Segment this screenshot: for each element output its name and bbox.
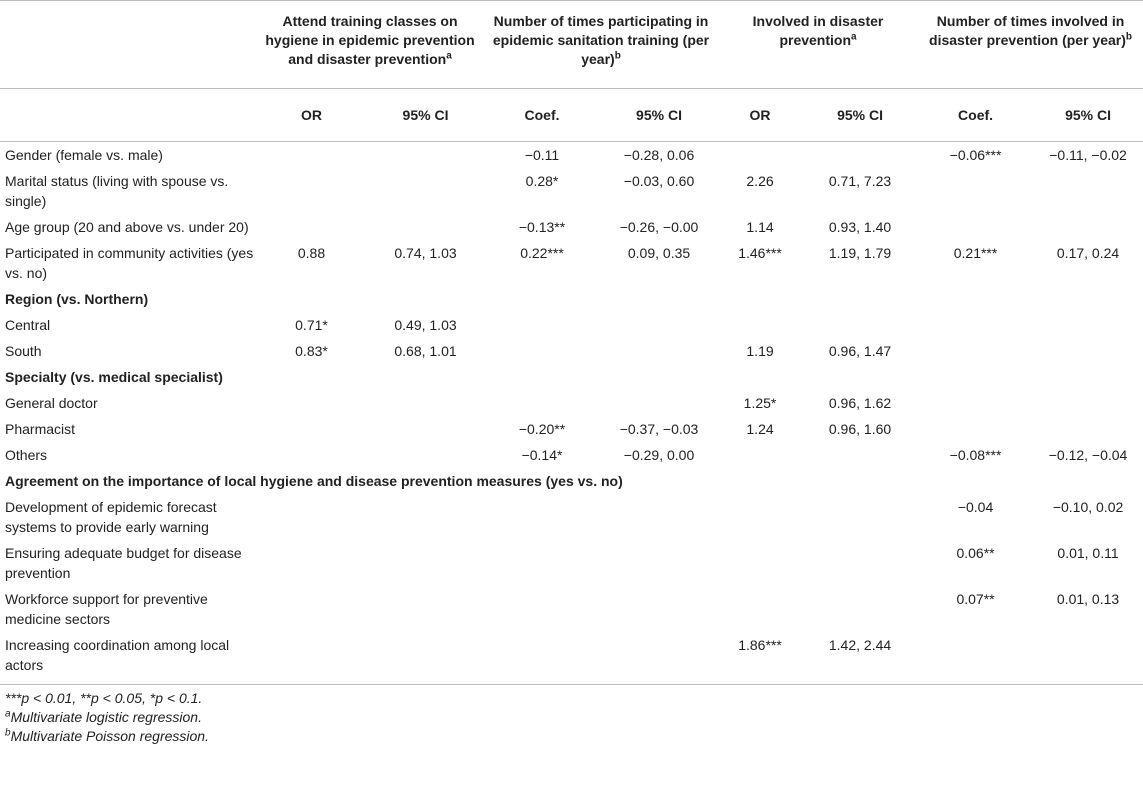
cell-coef bbox=[918, 416, 1033, 442]
cell-ci bbox=[367, 390, 484, 416]
subheader-or: OR bbox=[718, 89, 802, 142]
table-row bbox=[0, 338, 1143, 364]
cell-ci bbox=[367, 540, 484, 586]
cell-coef: −0.14* bbox=[521, 447, 563, 463]
cell-coef bbox=[918, 214, 1033, 240]
cell-ci: 0.68, 1.01 bbox=[394, 343, 457, 359]
subheader-blank bbox=[0, 89, 256, 142]
table-row bbox=[0, 494, 1143, 540]
table-footnotes bbox=[0, 685, 1143, 746]
cell-or bbox=[718, 442, 802, 468]
cell-ci: 1.19, 1.79 bbox=[828, 245, 892, 261]
cell-ci: 0.01, 0.11 bbox=[1057, 545, 1119, 561]
cell-or bbox=[256, 416, 367, 442]
cell-or bbox=[256, 494, 367, 540]
cell-coef bbox=[484, 312, 600, 338]
cell-coef bbox=[484, 390, 600, 416]
cell-ci bbox=[600, 338, 718, 364]
row-label: Others bbox=[5, 447, 48, 463]
cell-ci bbox=[1033, 168, 1143, 214]
cell-coef: 0.06** bbox=[956, 545, 995, 561]
cell-ci: −0.03, 0.60 bbox=[623, 173, 695, 189]
section-header-row bbox=[0, 468, 1143, 494]
cell-or bbox=[718, 312, 802, 338]
section-header-row bbox=[0, 364, 1143, 390]
subheader-coef: Coef. bbox=[484, 89, 600, 142]
table-row bbox=[0, 586, 1143, 632]
cell-or bbox=[718, 540, 802, 586]
cell-ci bbox=[367, 442, 484, 468]
table-row bbox=[0, 240, 1143, 286]
row-label: Increasing coordination among local actors bbox=[0, 632, 256, 685]
table-body bbox=[0, 142, 1143, 685]
cell-coef: 0.22*** bbox=[520, 245, 564, 261]
subheader-or: OR bbox=[256, 89, 367, 142]
row-label: Gender (female vs. male) bbox=[5, 147, 163, 163]
cell-or: 1.19 bbox=[746, 343, 774, 359]
cell-ci bbox=[367, 494, 484, 540]
section-label: Agreement on the importance of local hygiene and disease prevention measures (yes vs. no) bbox=[5, 473, 623, 489]
cell-or bbox=[718, 494, 802, 540]
cell-ci bbox=[600, 494, 718, 540]
cell-ci: −0.12, −0.04 bbox=[1048, 447, 1128, 463]
cell-coef: −0.13** bbox=[518, 219, 566, 235]
cell-or bbox=[256, 442, 367, 468]
table-row bbox=[0, 312, 1143, 338]
cell-or: 0.83* bbox=[295, 343, 328, 359]
cell-coef: 0.28* bbox=[525, 173, 559, 189]
row-label: Marital status (living with spouse vs. single) bbox=[5, 173, 229, 209]
cell-ci: −0.26, −0.00 bbox=[619, 219, 699, 235]
cell-ci bbox=[367, 586, 484, 632]
footnote-significance: ***p < 0.01, **p < 0.05, *p < 0.1. bbox=[5, 690, 203, 706]
cell-ci: −0.11, −0.02 bbox=[1049, 147, 1127, 163]
cell-ci bbox=[802, 312, 918, 338]
cell-coef bbox=[918, 390, 1033, 416]
group-header-disaster-count: Number of times involved in disaster prevention (per year)$^b$ bbox=[918, 1, 1143, 89]
subheader-ci: 95% CI bbox=[600, 89, 718, 142]
table-row bbox=[0, 416, 1143, 442]
cell-ci: −0.10, 0.02 bbox=[1052, 499, 1124, 515]
cell-or: 2.26 bbox=[746, 173, 774, 189]
cell-coef bbox=[484, 494, 600, 540]
section-label: Region (vs. Northern) bbox=[5, 291, 149, 307]
row-label: Age group (20 and above vs. under 20) bbox=[5, 219, 249, 235]
section-header-row bbox=[0, 286, 1143, 312]
cell-or: 1.24 bbox=[746, 421, 774, 437]
cell-ci: 0.17, 0.24 bbox=[1056, 245, 1120, 261]
cell-or bbox=[256, 214, 367, 240]
row-label: Participated in community activities (yes vs. no) bbox=[5, 245, 254, 281]
table-row bbox=[0, 442, 1143, 468]
cell-ci bbox=[1033, 632, 1143, 685]
table-row bbox=[0, 390, 1143, 416]
cell-coef: −0.08*** bbox=[949, 447, 1002, 463]
cell-ci bbox=[1033, 214, 1143, 240]
cell-ci bbox=[600, 390, 718, 416]
cell-ci: 0.93, 1.40 bbox=[828, 219, 892, 235]
cell-coef bbox=[484, 632, 600, 685]
cell-ci bbox=[600, 540, 718, 586]
cell-or: 1.25* bbox=[743, 395, 777, 411]
cell-ci: 1.42, 2.44 bbox=[802, 632, 918, 685]
row-label: General doctor bbox=[5, 395, 98, 411]
cell-ci: −0.28, 0.06 bbox=[623, 147, 695, 163]
cell-ci bbox=[1033, 416, 1143, 442]
cell-ci bbox=[367, 168, 484, 214]
subheader-row bbox=[0, 89, 1143, 142]
cell-ci bbox=[802, 494, 918, 540]
cell-coef: 0.07** bbox=[956, 591, 995, 607]
cell-or: 0.88 bbox=[297, 245, 326, 261]
cell-ci: 0.01, 0.13 bbox=[1056, 591, 1120, 607]
cell-ci bbox=[367, 142, 484, 169]
cell-ci bbox=[802, 540, 918, 586]
cell-or: 0.71* bbox=[295, 317, 328, 333]
group-header-training-count: Number of times participating in epidemic sanitation training (per year)$^b$ bbox=[484, 1, 718, 89]
cell-coef bbox=[484, 540, 600, 586]
cell-ci bbox=[600, 312, 718, 338]
cell-or bbox=[256, 168, 367, 214]
cell-or bbox=[718, 586, 802, 632]
cell-or: 1.46*** bbox=[738, 245, 782, 261]
cell-or: 1.14 bbox=[746, 219, 774, 235]
cell-or bbox=[256, 632, 367, 685]
cell-ci: 0.49, 1.03 bbox=[394, 317, 457, 333]
cell-ci bbox=[367, 632, 484, 685]
group-header-disaster-involvement: Involved in disaster prevention$^a$ bbox=[718, 1, 918, 89]
subheader-ci: 95% CI bbox=[367, 89, 484, 142]
row-label: Pharmacist bbox=[5, 421, 76, 437]
cell-ci: 0.96, 1.60 bbox=[828, 421, 892, 437]
cell-coef bbox=[484, 338, 600, 364]
cell-ci bbox=[802, 442, 918, 468]
cell-ci: −0.29, 0.00 bbox=[623, 447, 695, 463]
cell-coef bbox=[918, 632, 1033, 685]
cell-ci: 0.74, 1.03 bbox=[394, 245, 457, 261]
table-row bbox=[0, 632, 1143, 685]
table-row bbox=[0, 142, 1143, 169]
cell-ci bbox=[1033, 338, 1143, 364]
cell-ci bbox=[367, 214, 484, 240]
subheader-coef: Coef. bbox=[918, 89, 1033, 142]
cell-coef bbox=[918, 312, 1033, 338]
cell-coef: 0.21*** bbox=[953, 245, 998, 261]
section-label: Specialty (vs. medical specialist) bbox=[5, 369, 223, 385]
cell-or bbox=[256, 540, 367, 586]
cell-or bbox=[256, 142, 367, 169]
subheader-ci: 95% CI bbox=[802, 89, 918, 142]
cell-ci: 0.09, 0.35 bbox=[627, 245, 691, 261]
cell-ci: 0.96, 1.47 bbox=[828, 343, 892, 359]
cell-coef: −0.11 bbox=[524, 147, 560, 163]
cell-ci bbox=[1033, 390, 1143, 416]
cell-coef: −0.04 bbox=[957, 499, 994, 515]
footnote-a: $^a$Multivariate logistic regression. bbox=[5, 708, 202, 725]
cell-ci bbox=[802, 586, 918, 632]
cell-ci bbox=[1033, 312, 1143, 338]
header-blank bbox=[0, 1, 256, 89]
row-label: Development of epidemic forecast systems to provide early warning bbox=[5, 499, 217, 535]
table-row bbox=[0, 214, 1143, 240]
row-label: Central bbox=[5, 317, 51, 333]
cell-ci: −0.37, −0.03 bbox=[619, 421, 699, 437]
row-label: South bbox=[5, 343, 42, 359]
cell-ci: 0.96, 1.62 bbox=[828, 395, 892, 411]
cell-ci bbox=[802, 142, 918, 169]
cell-coef bbox=[484, 586, 600, 632]
cell-or bbox=[718, 142, 802, 169]
footnote-b: $^b$Multivariate Poisson regression. bbox=[5, 727, 209, 744]
table-row bbox=[0, 540, 1143, 586]
cell-or bbox=[256, 586, 367, 632]
cell-ci bbox=[600, 586, 718, 632]
subheader-ci: 95% CI bbox=[1033, 89, 1143, 142]
cell-ci bbox=[367, 416, 484, 442]
row-label: Ensuring adequate budget for disease prevention bbox=[5, 545, 242, 581]
cell-or: 1.86*** bbox=[718, 632, 802, 685]
group-header-training-attendance: Attend training classes on hygiene in epidemic prevention and disaster prevention$^a$ bbox=[256, 1, 484, 89]
cell-coef bbox=[918, 338, 1033, 364]
cell-coef: −0.20** bbox=[518, 421, 566, 437]
cell-or bbox=[256, 390, 367, 416]
cell-ci: 0.71, 7.23 bbox=[828, 173, 892, 189]
cell-coef bbox=[918, 168, 1033, 214]
row-label: Workforce support for preventive medicine sectors bbox=[5, 591, 208, 627]
cell-ci bbox=[600, 632, 718, 685]
table-row bbox=[0, 168, 1143, 214]
cell-coef: −0.06*** bbox=[949, 147, 1002, 163]
group-header-row bbox=[0, 1, 1143, 89]
